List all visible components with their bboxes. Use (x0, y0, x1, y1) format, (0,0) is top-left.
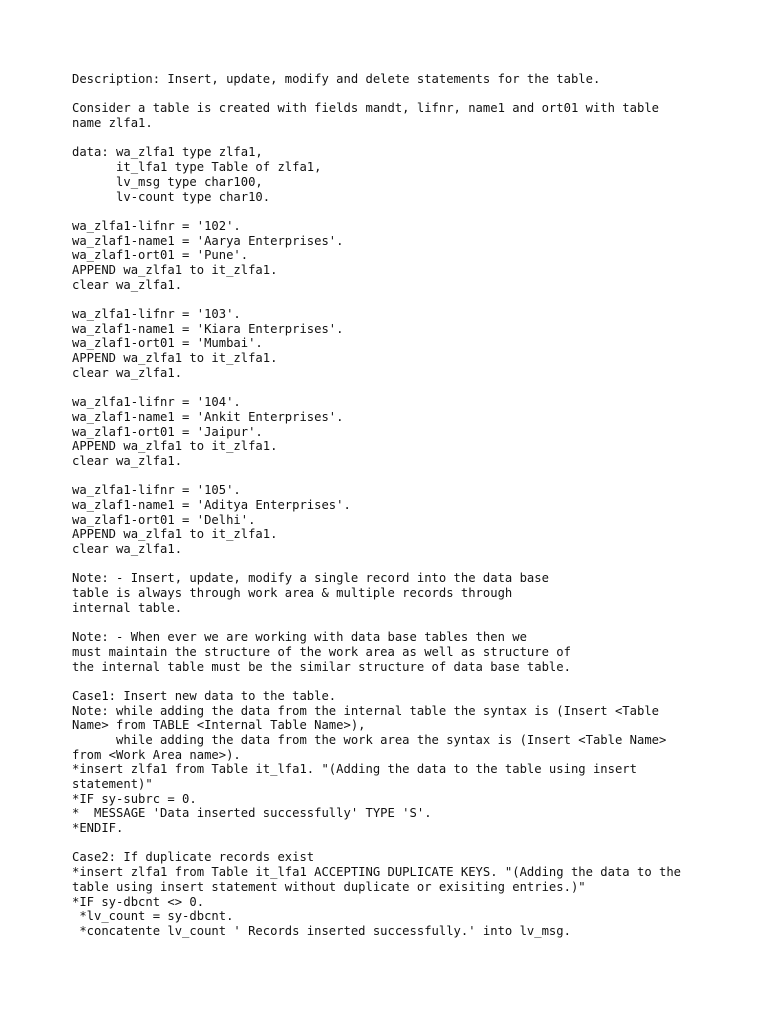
blank-line (72, 674, 712, 689)
text-line: lv_msg type char100, (72, 174, 263, 189)
blank-line (72, 836, 712, 851)
text-line: Note: - Insert, update, modify a single record into the data base (72, 571, 549, 586)
text-line: wa_zlfa1-lifnr = '104'. (72, 395, 241, 410)
text-line: Consider a table is created with fields mandt, lifnr, name1 and ort01 with table (72, 101, 659, 116)
text-line: *ENDIF. (72, 821, 124, 836)
text-line: statement)" (72, 777, 153, 791)
text-line: wa_zlaf1-name1 = 'Kiara Enterprises'. (72, 321, 344, 336)
text-line: wa_zlaf1-name1 = 'Aditya Enterprises'. (72, 497, 351, 512)
blank-line (72, 292, 712, 307)
text-line: wa_zlaf1-ort01 = 'Mumbai'. (72, 336, 263, 351)
document-page (72, 72, 712, 939)
text-line: APPEND wa_zlfa1 to it_zlfa1. (72, 439, 278, 454)
text-line: wa_zlaf1-ort01 = 'Pune'. (72, 248, 249, 263)
text-line: it_lfa1 type Table of zlfa1, (72, 160, 322, 175)
text-line: wa_zlaf1-ort01 = 'Delhi'. (72, 512, 256, 527)
text-line: APPEND wa_zlfa1 to it_zlfa1. (72, 351, 278, 366)
text-line: name zlfa1. (72, 116, 153, 131)
text-line: Note: - When ever we are working with data base tables then we (72, 630, 527, 645)
text-line: *lv_count = sy-dbcnt. (72, 909, 234, 924)
text-line: the internal table must be the similar structure of data base table. (72, 659, 571, 674)
blank-line (72, 87, 712, 102)
text-line: clear wa_zlfa1. (72, 453, 183, 468)
text-line: clear wa_zlfa1. (72, 277, 183, 292)
text-line: *insert zlfa1 from Table it_lfa1 ACCEPTING DUPLICATE KEYS. "(Adding the data to the (72, 865, 682, 880)
text-line: table is always through work area & multiple records through (72, 586, 513, 601)
text-line: Case2: If duplicate records exist (72, 850, 315, 865)
text-line: APPEND wa_zlfa1 to it_zlfa1. (72, 262, 278, 277)
text-line: clear wa_zlfa1. (72, 542, 183, 556)
text-line: Case1: Insert new data to the table. (72, 688, 337, 703)
blank-line (72, 131, 712, 146)
text-line: Description: Insert, update, modify and delete statements for the table. (72, 72, 601, 86)
text-line: *insert zlfa1 from Table it_lfa1. "(Adding the data to the table using insert (72, 762, 637, 777)
text-line: internal table. (72, 600, 183, 615)
blank-line (72, 557, 712, 572)
blank-line (72, 204, 712, 219)
text-line: data: wa_zlfa1 type zlfa1, (72, 145, 263, 160)
text-line: APPEND wa_zlfa1 to it_zlfa1. (72, 527, 278, 542)
text-line: wa_zlfa1-lifnr = '105'. (72, 483, 241, 498)
text-line: wa_zlfa1-lifnr = '102'. (72, 218, 241, 233)
text-line: wa_zlaf1-name1 = 'Ankit Enterprises'. (72, 409, 344, 424)
text-line: clear wa_zlfa1. (72, 365, 183, 380)
text-line: from <Work Area name>). (72, 747, 241, 762)
text-line: *IF sy-subrc = 0. (72, 791, 197, 806)
text-line: table using insert statement without duplicate or exisiting entries.)" (72, 879, 586, 894)
text-line: must maintain the structure of the work area as well as structure of (72, 644, 571, 659)
text-line: while adding the data from the work area the syntax is (Insert <Table Name> (72, 732, 667, 747)
text-line: *concatente lv_count ' Records inserted successfully.' into lv_msg. (72, 923, 571, 938)
text-line: wa_zlaf1-name1 = 'Aarya Enterprises'. (72, 233, 344, 248)
blank-line (72, 469, 712, 484)
text-line: Name> from TABLE <Internal Table Name>), (72, 718, 366, 733)
text-line: *IF sy-dbcnt <> 0. (72, 894, 205, 909)
blank-line (72, 380, 712, 395)
text-line: Note: while adding the data from the internal table the syntax is (Insert <Table (72, 703, 659, 718)
blank-line (72, 615, 712, 630)
text-line: wa_zlaf1-ort01 = 'Jaipur'. (72, 424, 263, 439)
text-line: wa_zlfa1-lifnr = '103'. (72, 307, 241, 321)
text-line: * MESSAGE 'Data inserted successfully' TYPE 'S'. (72, 806, 432, 821)
text-line: lv-count type char10. (72, 189, 271, 204)
